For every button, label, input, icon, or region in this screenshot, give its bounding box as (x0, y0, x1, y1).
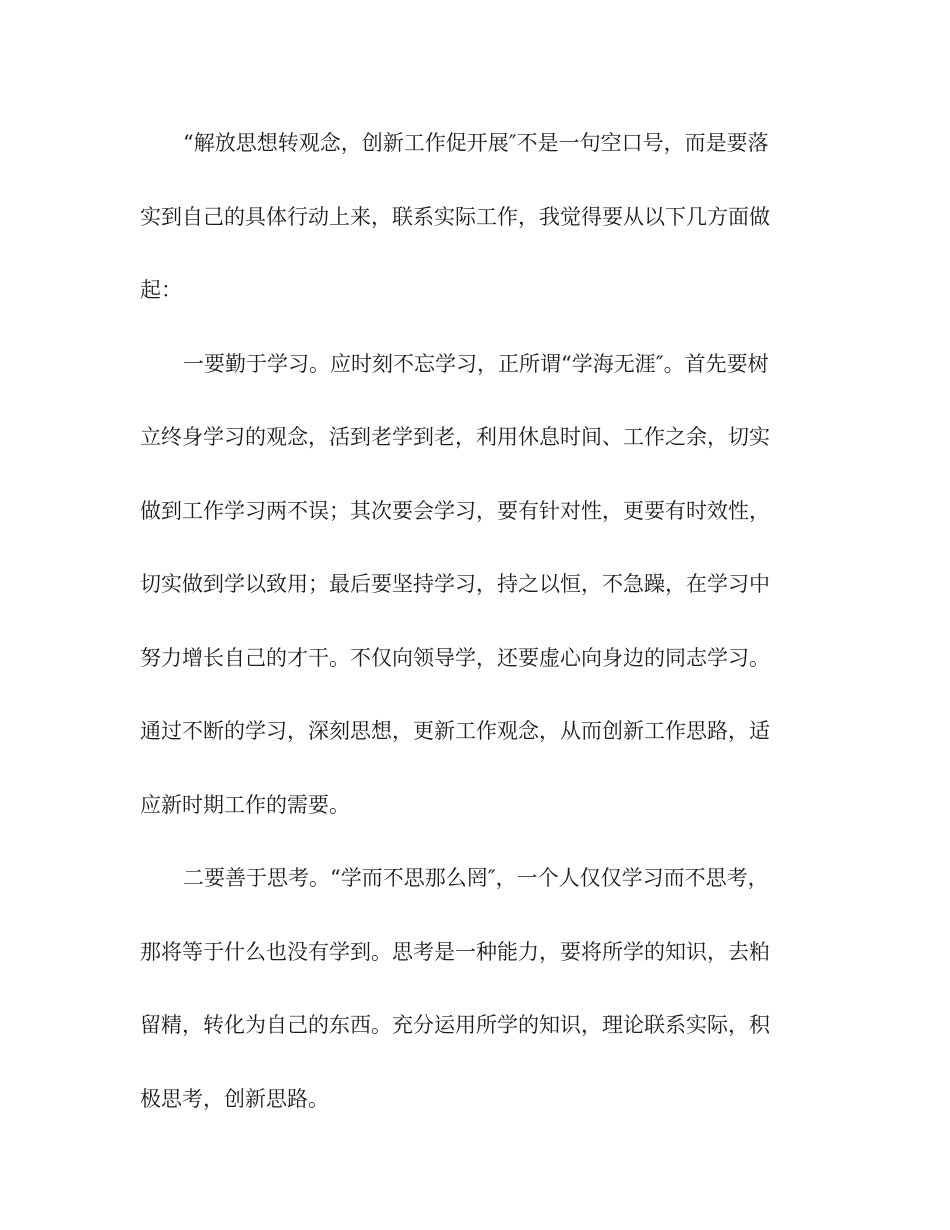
paragraph-2-line-2: 立终身学习的观念，活到老学到老，利用休息时间、工作之余，切实 (140, 425, 770, 449)
paragraph-3-line-2: 那将等于什么也没有学到。思考是一种能力，要将所学的知识，去粕 (140, 939, 770, 964)
body-text (140, 123, 810, 1152)
paragraph-3-line-4: 极思考，创新思路。 (140, 1086, 329, 1111)
paragraph-2-line-3: 做到工作学习两不误；其次要会学习，要有针对性，更要有时效性， (140, 498, 770, 523)
paragraph-2-line-5: 努力增长自己的才干。不仅向领导学，还要虚心向身边的同志学习。 (140, 645, 770, 670)
paragraph-1-line-2: 实到自己的具体行动上来，联系实际工作，我觉得要从以下几方面做 (140, 204, 770, 229)
paragraph-2-line-7: 应新时期工作的需要。 (140, 792, 350, 817)
paragraph-2-line-1: 一要勤于学习。应时刻不忘学习，正所谓“学海无涯″。首先要树 (183, 351, 769, 376)
paragraph-1-line-1: “解放思想转观念，创新工作促开展″不是一句空口号，而是要落 (183, 131, 769, 155)
paragraph-2-line-6: 通过不断的学习，深刻思想，更新工作观念，从而创新工作思路，适 (140, 719, 770, 743)
paragraph-2-line-4: 切实做到学以致用；最后要坚持学习，持之以恒，不急躁，在学习中 (140, 572, 770, 596)
paragraph-3-line-1: 二要善于思考。“学而不思那么罔″，一个人仅仅学习而不思考， (183, 866, 769, 890)
paragraph-1-line-3: 起： (140, 278, 182, 302)
paragraph-3-line-3: 留精，转化为自己的东西。充分运用所学的知识，理论联系实际，积 (140, 1013, 770, 1037)
